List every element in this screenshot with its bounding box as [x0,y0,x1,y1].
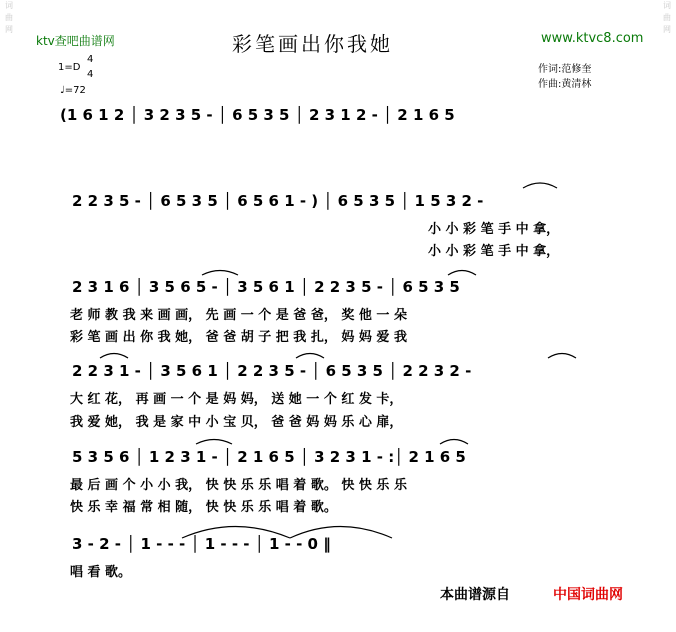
score-row-2: 2 2 3 5 - │ 6 5 3 5 │ 6 5 6 1 - ) │ 6 5 3 5 │ 1 5 3 2 - [72,192,484,210]
slur [448,271,476,276]
score-row-4: 2 2 3 1 - │ 3 5 6 1 │ 2 2 3 5 - │ 6 5 3 5 │ 2 2 3 2 - [72,362,472,380]
tie-slur [290,527,392,539]
slur [296,354,324,359]
composer-credit: 作曲:黄清林 [538,79,592,90]
watermark-text: 词曲网 [663,1,671,34]
score-row-3: 2 3 1 6 │ 3 5 6 5 - │ 3 5 6 1 │ 2 2 3 5 - │ 6 5 3 5 [72,278,460,296]
slur [202,271,238,276]
lyric-row-4-verse-1: 大 红 花， 再 画 一 个 是 妈 妈， 送 她 一 个 红 发 卡， [70,392,403,407]
score-row-1: (1 6 1 2 │ 3 2 3 5 - │ 6 5 3 5 │ 2 3 1 2 - │ 2 1 6 5 [60,106,455,124]
lyricist-credit: 作词:范修奎 [538,64,592,75]
lyric-row-3-verse-2: 彩 笔 画 出 你 我 她， 爸 爸 胡 子 把 我 扎， 妈 妈 爱 我 [70,330,407,345]
site-right-link[interactable]: www.ktvc8.com [541,31,644,46]
lyric-row-3-verse-1: 老 师 教 我 来 画 画， 先 画 一 个 是 爸 爸， 奖 他 一 朵 [70,308,407,323]
tie-slur [182,527,290,539]
source-label: 本曲谱源自 [440,587,510,603]
song-title: 彩笔画出你我她 [232,32,393,56]
slur [523,183,557,188]
site-left-link[interactable]: ktv查吧曲谱网 [36,34,115,48]
slur [548,354,576,359]
slur [196,440,232,445]
source-site-name[interactable]: 中国词曲网 [553,587,623,603]
time-signature-bottom: 4 [87,69,94,80]
lyric-row-2-verse-1: 小 小 彩 笔 手 中 拿， [428,222,560,237]
tempo-marking: ♩=72 [60,85,86,96]
slur [100,354,128,359]
slur [440,440,468,445]
score-row-5: 5 3 5 6 │ 1 2 3 1 - │ 2 1 6 5 │ 3 2 3 1 - :│ 2 1 6 5 [72,448,466,466]
score-row-6: 3 - 2 - │ 1 - - - │ 1 - - - │ 1 - - 0 ‖ [72,535,331,553]
lyric-row-4-verse-2: 我 爱 她， 我 是 家 中 小 宝 贝， 爸 爸 妈 妈 乐 心 扉， [70,415,403,430]
lyric-row-6-verse-1: 唱 看 歌。 [70,565,132,580]
watermark-text: 词曲网 [5,1,13,34]
lyric-row-5-verse-2: 快 乐 幸 福 常 相 随， 快 快 乐 乐 唱 着 歌。 [70,500,337,515]
time-signature-top: 4 [87,54,94,65]
lyric-row-2-verse-2: 小 小 彩 笔 手 中 拿， [428,244,560,259]
key-signature: 1=D [58,62,81,73]
lyric-row-5-verse-1: 最 后 画 个 小 小 我， 快 快 乐 乐 唱 着 歌。 快 快 乐 乐 [70,478,407,493]
